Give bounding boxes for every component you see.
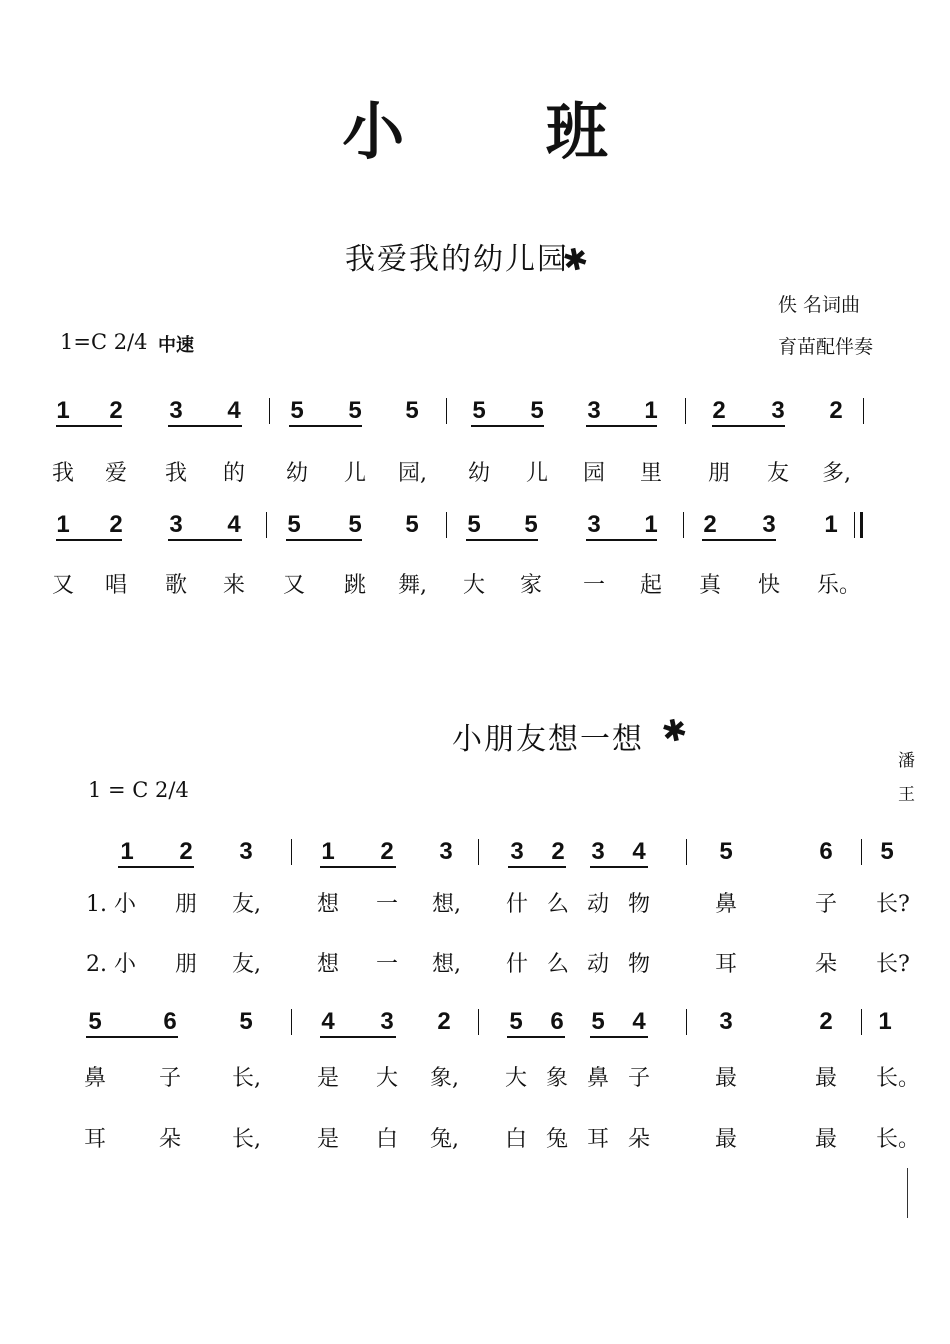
- note: 3: [380, 1008, 394, 1035]
- lyric: 鼻: [83, 1066, 106, 1091]
- beam: [508, 866, 566, 868]
- barline: [291, 839, 292, 865]
- lyric: 耳: [714, 952, 737, 977]
- note: 2: [712, 397, 726, 424]
- lyric: 快: [757, 573, 780, 598]
- note: 5: [472, 397, 486, 424]
- beam: [320, 866, 396, 868]
- note: 5: [530, 397, 544, 424]
- lyric: 里: [639, 461, 662, 486]
- beam: [507, 1036, 565, 1038]
- final-barline-thick: [860, 512, 863, 538]
- note: 5: [405, 511, 419, 538]
- lyric: 友,: [232, 892, 261, 917]
- lyric: 大: [375, 1066, 398, 1091]
- barline: [861, 1009, 862, 1035]
- note: 6: [163, 1008, 177, 1035]
- lyric: 儿: [525, 461, 548, 486]
- lyric: 想,: [432, 892, 461, 917]
- lyric: 是: [316, 1066, 339, 1091]
- lyric: 象: [545, 1066, 568, 1091]
- note: 3: [719, 1008, 733, 1035]
- barline: [269, 398, 270, 424]
- beam: [586, 539, 657, 541]
- barline: [861, 839, 862, 865]
- note: 3: [771, 397, 785, 424]
- lyric: 朋: [707, 461, 730, 486]
- barline: [478, 1009, 479, 1035]
- beam: [471, 425, 544, 427]
- lyric: 长,: [232, 1127, 261, 1152]
- barline: [446, 398, 447, 424]
- lyric: 鼻: [714, 892, 737, 917]
- barline: [686, 1009, 687, 1035]
- note: 1: [878, 1008, 892, 1035]
- lyric: 乐。: [817, 573, 862, 598]
- lyric: 我: [51, 461, 74, 486]
- note: 5: [239, 1008, 253, 1035]
- lyric: 幼: [285, 461, 308, 486]
- note: 1: [120, 838, 134, 865]
- beam: [590, 866, 648, 868]
- note: 2: [109, 511, 123, 538]
- lyric: 又: [51, 573, 74, 598]
- lyric: 起: [639, 573, 662, 598]
- lyric: 是: [316, 1127, 339, 1152]
- note: 6: [819, 838, 833, 865]
- note: 4: [632, 1008, 646, 1035]
- note: 5: [287, 511, 301, 538]
- lyric: 园,: [398, 461, 427, 486]
- beam: [286, 539, 362, 541]
- beam: [56, 425, 122, 427]
- barline: [446, 512, 447, 538]
- lyric: 朋: [174, 892, 197, 917]
- lyric: 子: [627, 1066, 650, 1091]
- barline: [686, 839, 687, 865]
- lyric: 儿: [343, 461, 366, 486]
- note: 1: [56, 397, 70, 424]
- beam: [320, 1036, 396, 1038]
- lyric: 歌: [164, 573, 187, 598]
- song1-credit-lyrics-music: 佚 名词曲: [778, 294, 861, 316]
- lyric: 幼: [467, 461, 490, 486]
- beam: [168, 539, 242, 541]
- lyric: 2. 小: [86, 952, 136, 977]
- song2-credit-2: 王: [898, 785, 915, 805]
- lyric: 我: [164, 461, 187, 486]
- lyric: 大: [504, 1066, 527, 1091]
- beam: [289, 425, 362, 427]
- lyric: 兔: [545, 1127, 568, 1152]
- beam: [86, 1036, 178, 1038]
- beam: [168, 425, 242, 427]
- note: 1: [824, 511, 838, 538]
- lyric: 多,: [822, 461, 851, 486]
- lyric: 友,: [232, 952, 261, 977]
- lyric: 最: [814, 1066, 837, 1091]
- barline: [683, 512, 684, 538]
- lyric: 长?: [876, 952, 910, 977]
- lyric: 家: [519, 573, 542, 598]
- lyric: 耳: [586, 1127, 609, 1152]
- note: 5: [348, 397, 362, 424]
- note: 5: [591, 1008, 605, 1035]
- lyric: 一: [375, 952, 398, 977]
- barline: [266, 512, 267, 538]
- beam: [590, 1036, 648, 1038]
- lyric: 1. 小: [86, 892, 136, 917]
- lyric: 跳: [343, 573, 366, 598]
- barline: [478, 839, 479, 865]
- note: 5: [467, 511, 481, 538]
- handwritten-mark: ✱: [559, 240, 592, 281]
- note: 5: [290, 397, 304, 424]
- note: 3: [510, 838, 524, 865]
- beam: [712, 425, 785, 427]
- lyric: 物: [627, 952, 650, 977]
- note: 5: [880, 838, 894, 865]
- note: 4: [632, 838, 646, 865]
- lyric: 兔,: [430, 1127, 459, 1152]
- lyric: 什: [505, 892, 528, 917]
- lyric: 舞,: [398, 573, 427, 598]
- note: 5: [524, 511, 538, 538]
- note: 4: [227, 511, 241, 538]
- note: 2: [551, 838, 565, 865]
- lyric: 么: [546, 952, 569, 977]
- lyric: 想: [316, 892, 339, 917]
- beam: [118, 866, 194, 868]
- lyric: 想: [316, 952, 339, 977]
- beam: [56, 539, 122, 541]
- final-barline: [854, 512, 855, 538]
- note: 5: [405, 397, 419, 424]
- lyric: 白: [504, 1127, 527, 1152]
- note: 3: [169, 397, 183, 424]
- beam: [586, 425, 657, 427]
- barline: [291, 1009, 292, 1035]
- beam: [702, 539, 776, 541]
- note: 2: [437, 1008, 451, 1035]
- song1-title: 我爱我的幼儿园: [345, 242, 569, 277]
- song1-tempo: 中速: [158, 335, 194, 356]
- note: 3: [439, 838, 453, 865]
- note: 5: [88, 1008, 102, 1035]
- lyric: 最: [714, 1066, 737, 1091]
- lyric: 的: [222, 461, 245, 486]
- note: 3: [762, 511, 776, 538]
- lyric: 么: [546, 892, 569, 917]
- song2-key-signature: 1 = C 2/4: [88, 778, 189, 802]
- lyric: 唱: [104, 573, 127, 598]
- note: 1: [644, 511, 658, 538]
- note: 6: [550, 1008, 564, 1035]
- lyric: 大: [462, 573, 485, 598]
- note: 1: [321, 838, 335, 865]
- song1-credit-accompaniment: 育苗配伴奏: [778, 336, 874, 358]
- note: 4: [321, 1008, 335, 1035]
- note: 2: [380, 838, 394, 865]
- lyric: 长。: [876, 1127, 921, 1152]
- song2-title: 小朋友想一想: [452, 722, 644, 757]
- lyric: 长。: [876, 1066, 921, 1091]
- lyric: 朵: [158, 1127, 181, 1152]
- lyric: 长?: [876, 892, 910, 917]
- lyric: 动: [586, 952, 609, 977]
- note: 2: [829, 397, 843, 424]
- lyric: 一: [375, 892, 398, 917]
- lyric: 朵: [627, 1127, 650, 1152]
- note: 2: [109, 397, 123, 424]
- lyric: 最: [814, 1127, 837, 1152]
- lyric: 友: [766, 461, 789, 486]
- lyric: 象,: [430, 1066, 459, 1091]
- page-title: 小 班: [342, 95, 668, 168]
- note: 1: [56, 511, 70, 538]
- lyric: 真: [698, 573, 721, 598]
- note: 3: [587, 511, 601, 538]
- note: 2: [819, 1008, 833, 1035]
- lyric: 来: [222, 573, 245, 598]
- lyric: 一: [582, 573, 605, 598]
- lyric: 鼻: [586, 1066, 609, 1091]
- lyric: 想,: [432, 952, 461, 977]
- note: 5: [719, 838, 733, 865]
- note: 3: [591, 838, 605, 865]
- lyric: 又: [282, 573, 305, 598]
- note: 3: [239, 838, 253, 865]
- song2-credit-1: 潘: [898, 751, 915, 771]
- scan-edge-line: [907, 1168, 908, 1218]
- lyric: 园: [582, 461, 605, 486]
- barline: [685, 398, 686, 424]
- lyric: 爱: [104, 461, 127, 486]
- note: 3: [169, 511, 183, 538]
- lyric: 物: [627, 892, 650, 917]
- lyric: 白: [375, 1127, 398, 1152]
- lyric: 什: [505, 952, 528, 977]
- lyric: 朵: [814, 952, 837, 977]
- handwritten-mark: ✱: [658, 711, 691, 752]
- lyric: 朋: [174, 952, 197, 977]
- song1-key-signature: 1=C 2/4: [60, 330, 148, 354]
- note: 3: [587, 397, 601, 424]
- note: 5: [509, 1008, 523, 1035]
- note: 2: [703, 511, 717, 538]
- lyric: 子: [158, 1066, 181, 1091]
- lyric: 长,: [232, 1066, 261, 1091]
- lyric: 耳: [83, 1127, 106, 1152]
- note: 2: [179, 838, 193, 865]
- note: 5: [348, 511, 362, 538]
- note: 1: [644, 397, 658, 424]
- beam: [466, 539, 538, 541]
- barline: [863, 398, 864, 424]
- lyric: 最: [714, 1127, 737, 1152]
- lyric: 子: [814, 892, 837, 917]
- note: 4: [227, 397, 241, 424]
- lyric: 动: [586, 892, 609, 917]
